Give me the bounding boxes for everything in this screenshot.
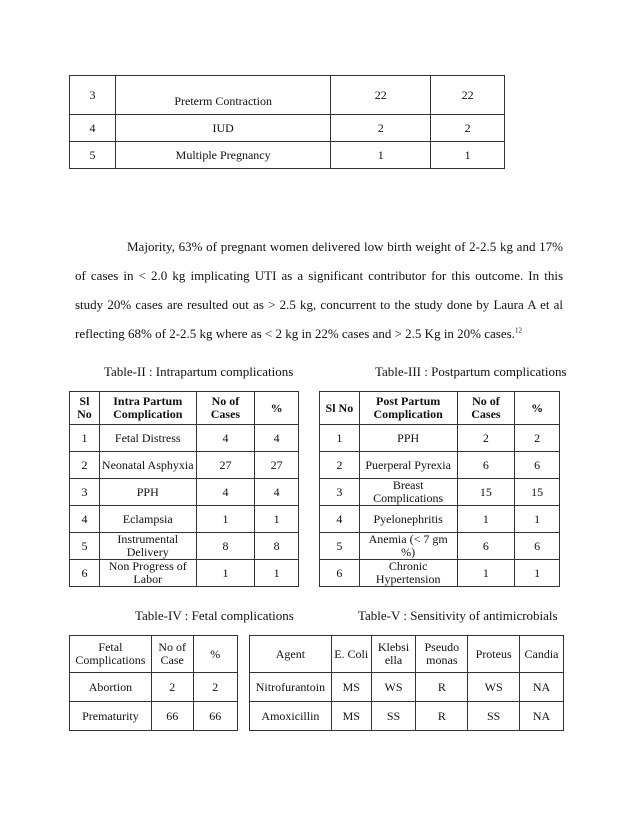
cell: 27: [255, 452, 299, 479]
cell: 3: [320, 479, 360, 506]
table-iv-caption: Table-IV : Fetal complications: [135, 608, 294, 623]
postpartum-complications-table: [319, 391, 560, 587]
cell: 2: [320, 452, 360, 479]
cell: 5: [70, 533, 100, 560]
cell: 4: [196, 425, 255, 452]
table-row: [320, 506, 560, 533]
table-row: [70, 452, 299, 479]
cell: 3: [70, 479, 100, 506]
column-header: Candia: [520, 636, 564, 673]
cell: R: [416, 673, 468, 702]
cell: 6: [457, 452, 515, 479]
table-row: [70, 702, 238, 731]
cell: WS: [371, 673, 416, 702]
column-header: Proteus: [468, 636, 520, 673]
cell: 1: [515, 560, 560, 587]
column-header: Fetal Complications: [70, 636, 152, 673]
column-header: Intra Partum Complication: [99, 392, 196, 425]
cell: 66: [193, 702, 237, 731]
cell: NA: [520, 702, 564, 731]
complications-table-continued: [69, 75, 505, 169]
column-header: %: [515, 392, 560, 425]
cell: 8: [196, 533, 255, 560]
cell: 4: [320, 506, 360, 533]
cell: 1: [196, 560, 255, 587]
column-header: E. Coli: [331, 636, 371, 673]
cell: SS: [371, 702, 416, 731]
count: 22: [331, 76, 431, 115]
table-row: [70, 506, 299, 533]
table-row: [320, 560, 560, 587]
paragraph-text: Majority, 63% of pregnant women delivered low birth weight of 2-2.5 kg and 17% of cases in < 2.0 kg implicating UTI as a significant contributor for this outcome. In this study 20% cases are resulted out as > 2.5 kg, concurrent to the study done by Laura A et al reflecting 68% of 2-2.5 kg where as < 2 kg in 22% cases and > 2.5 Kg in 20% cases.: [75, 239, 563, 341]
cell: Amoxicillin: [250, 702, 332, 731]
sl-no: 5: [70, 142, 116, 169]
cell: 27: [196, 452, 255, 479]
table-row: [250, 673, 564, 702]
percent: 22: [431, 76, 505, 115]
cell: NA: [520, 673, 564, 702]
cell: 1: [457, 506, 515, 533]
antimicrobial-sensitivity-table: [249, 635, 564, 731]
cell: Prematurity: [70, 702, 152, 731]
reference-number: 12: [514, 326, 522, 335]
cell: PPH: [99, 479, 196, 506]
column-header: Post Partum Complication: [359, 392, 457, 425]
cell: PPH: [359, 425, 457, 452]
cell: Fetal Distress: [99, 425, 196, 452]
cell: 2: [515, 425, 560, 452]
cell: Non Progress of Labor: [99, 560, 196, 587]
cell: Pyelonephritis: [359, 506, 457, 533]
cell: Chronic Hypertension: [359, 560, 457, 587]
cell: Breast Complications: [359, 479, 457, 506]
complication: IUD: [115, 115, 331, 142]
cell: Anemia (< 7 gm %): [359, 533, 457, 560]
table-header-row: [250, 636, 564, 673]
complication: Preterm Contraction: [115, 76, 331, 115]
cell: 1: [255, 506, 299, 533]
cell: 1: [457, 560, 515, 587]
cell: 2: [193, 673, 237, 702]
cell: 4: [255, 425, 299, 452]
cell: 1: [320, 425, 360, 452]
table-row: [70, 560, 299, 587]
cell: 1: [70, 425, 100, 452]
column-header: Sl No: [320, 392, 360, 425]
cell: 6: [70, 560, 100, 587]
column-header: %: [193, 636, 237, 673]
cell: 1: [196, 506, 255, 533]
cell: MS: [331, 673, 371, 702]
table-row: [70, 533, 299, 560]
table-ii-caption: Table-II : Intrapartum complications: [104, 364, 294, 379]
cell: 4: [196, 479, 255, 506]
table-row: [320, 533, 560, 560]
sl-no: 3: [70, 76, 116, 115]
cell: 6: [320, 560, 360, 587]
table-header-row: [70, 636, 238, 673]
cell: 6: [515, 533, 560, 560]
count: 1: [331, 142, 431, 169]
cell: 5: [320, 533, 360, 560]
cell: 2: [151, 673, 193, 702]
table-row: [70, 115, 505, 142]
cell: 8: [255, 533, 299, 560]
percent: 2: [431, 115, 505, 142]
table-header-row: [70, 392, 299, 425]
column-header: Sl No: [70, 392, 100, 425]
column-header: Agent: [250, 636, 332, 673]
body-paragraph: [75, 232, 563, 348]
table-row: [250, 702, 564, 731]
cell: MS: [331, 702, 371, 731]
cell: 6: [457, 533, 515, 560]
table-row: [70, 76, 505, 115]
cell: Eclampsia: [99, 506, 196, 533]
intrapartum-complications-table: [69, 391, 299, 587]
cell: Instrumental Delivery: [99, 533, 196, 560]
cell: SS: [468, 702, 520, 731]
table-row: [320, 479, 560, 506]
cell: 15: [515, 479, 560, 506]
table-row: [70, 673, 238, 702]
column-header: No of Cases: [196, 392, 255, 425]
table-row: [70, 479, 299, 506]
cell: 1: [255, 560, 299, 587]
cell: Nitrofurantoin: [250, 673, 332, 702]
cell: 4: [70, 506, 100, 533]
cell: 15: [457, 479, 515, 506]
cell: R: [416, 702, 468, 731]
cell: WS: [468, 673, 520, 702]
table-row: [70, 142, 505, 169]
fetal-complications-table: [69, 635, 238, 731]
column-header: %: [255, 392, 299, 425]
cell: 2: [457, 425, 515, 452]
cell: 1: [515, 506, 560, 533]
column-header: Klebsi ella: [371, 636, 416, 673]
cell: Neonatal Asphyxia: [99, 452, 196, 479]
cell: 66: [151, 702, 193, 731]
table-v-caption: Table-V : Sensitivity of antimicrobials: [358, 608, 558, 623]
cell: Puerperal Pyrexia: [359, 452, 457, 479]
table-header-row: [320, 392, 560, 425]
table-row: [320, 425, 560, 452]
cell: 6: [515, 452, 560, 479]
cell: 4: [255, 479, 299, 506]
percent: 1: [431, 142, 505, 169]
complication: Multiple Pregnancy: [115, 142, 331, 169]
cell: 2: [70, 452, 100, 479]
table-iii-caption: Table-III : Postpartum complications: [375, 364, 567, 379]
column-header: No of Cases: [457, 392, 515, 425]
column-header: Pseudo monas: [416, 636, 468, 673]
table-row: [320, 452, 560, 479]
cell: Abortion: [70, 673, 152, 702]
table-row: [70, 425, 299, 452]
sl-no: 4: [70, 115, 116, 142]
count: 2: [331, 115, 431, 142]
column-header: No of Case: [151, 636, 193, 673]
